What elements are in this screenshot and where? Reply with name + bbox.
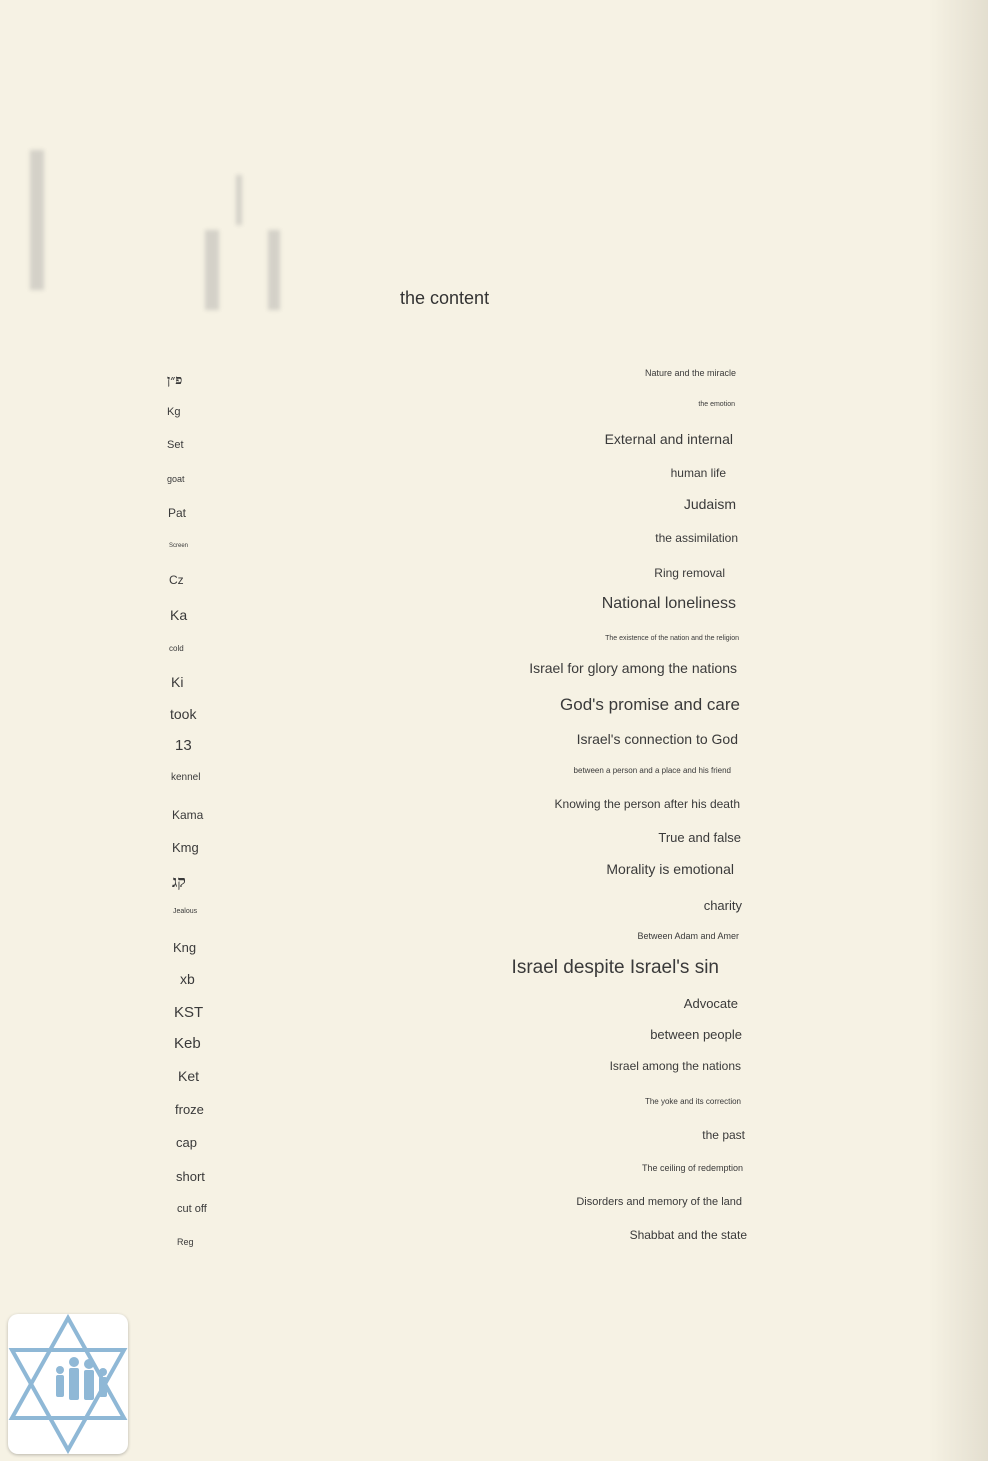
left-entry: cap xyxy=(176,1135,197,1150)
left-entry: kennel xyxy=(171,772,201,783)
chapter-title: The ceiling of redemption xyxy=(641,1163,743,1173)
chapter-title: National loneliness xyxy=(601,595,736,612)
scan-smudge xyxy=(30,150,44,290)
chapter-title: Between Adam and Amer xyxy=(637,931,739,941)
left-entry: 13 xyxy=(175,737,192,754)
left-entry: Jealous xyxy=(173,908,198,915)
left-entry: Cz xyxy=(169,573,184,587)
chapter-title: God's promise and care xyxy=(560,695,740,714)
left-entry: Screen xyxy=(169,543,189,549)
left-entry: goat xyxy=(167,474,185,484)
chapter-title: Morality is emotional xyxy=(606,861,734,877)
chapter-title: between a person and a place and his friend xyxy=(573,766,731,775)
chapter-title: Shabbat and the state xyxy=(629,1228,747,1242)
left-entry: Set xyxy=(167,439,184,451)
left-entry: קג xyxy=(172,872,186,891)
left-entry: Ka xyxy=(170,607,188,623)
left-entry: Kama xyxy=(172,808,204,822)
chapter-title: the assimilation xyxy=(655,531,738,545)
page-title: the content xyxy=(400,288,490,308)
left-entry: Ket xyxy=(178,1068,200,1084)
page-edge-shadow xyxy=(928,0,988,1461)
chapter-title: human life xyxy=(670,466,726,480)
left-entry: Reg xyxy=(177,1237,194,1247)
left-entry: Pat xyxy=(168,506,187,520)
chapter-title: The yoke and its correction xyxy=(644,1097,741,1106)
chapter-title: Knowing the person after his death xyxy=(554,797,740,811)
chapter-title: True and false xyxy=(658,830,741,845)
star-of-david-family-logo xyxy=(8,1314,128,1454)
left-entry: froze xyxy=(175,1102,204,1117)
left-entry: Kmg xyxy=(172,840,199,855)
scan-smudge xyxy=(205,230,219,310)
scan-smudge xyxy=(236,175,242,225)
left-entry: xb xyxy=(180,971,195,987)
chapter-title: Judaism xyxy=(683,496,736,512)
chapter-title: the emotion xyxy=(698,401,735,408)
left-entry: Ki xyxy=(171,674,184,690)
family-figures-icon xyxy=(56,1357,107,1400)
scan-smudge xyxy=(268,230,280,310)
chapter-title: Nature and the miracle xyxy=(644,368,736,378)
left-entry: פ״ן xyxy=(167,373,183,388)
chapter-title: Disorders and memory of the land xyxy=(576,1196,742,1208)
chapter-title: the past xyxy=(702,1128,745,1142)
chapter-title: Israel for glory among the nations xyxy=(529,660,737,676)
left-entry: cut off xyxy=(177,1203,207,1215)
star-of-david-icon xyxy=(8,1314,128,1454)
left-entry: KST xyxy=(174,1004,204,1021)
chapter-title: The existence of the nation and the religion xyxy=(605,635,739,642)
chapter-title: Israel's connection to God xyxy=(576,731,738,747)
chapter-title: charity xyxy=(703,898,742,913)
chapter-title: Israel despite Israel's sin xyxy=(511,957,719,978)
left-entry: Keb xyxy=(174,1035,201,1052)
chapter-title: Advocate xyxy=(683,996,738,1011)
left-entry: cold xyxy=(169,644,184,653)
left-entry: Kg xyxy=(167,406,181,418)
chapter-title: between people xyxy=(650,1027,742,1042)
chapter-title: Ring removal xyxy=(654,566,725,580)
left-entry: took xyxy=(170,706,197,722)
chapter-title: Israel among the nations xyxy=(609,1059,741,1073)
left-entry: Kng xyxy=(173,940,197,955)
chapter-title: External and internal xyxy=(604,431,733,447)
left-entry: short xyxy=(176,1169,205,1184)
